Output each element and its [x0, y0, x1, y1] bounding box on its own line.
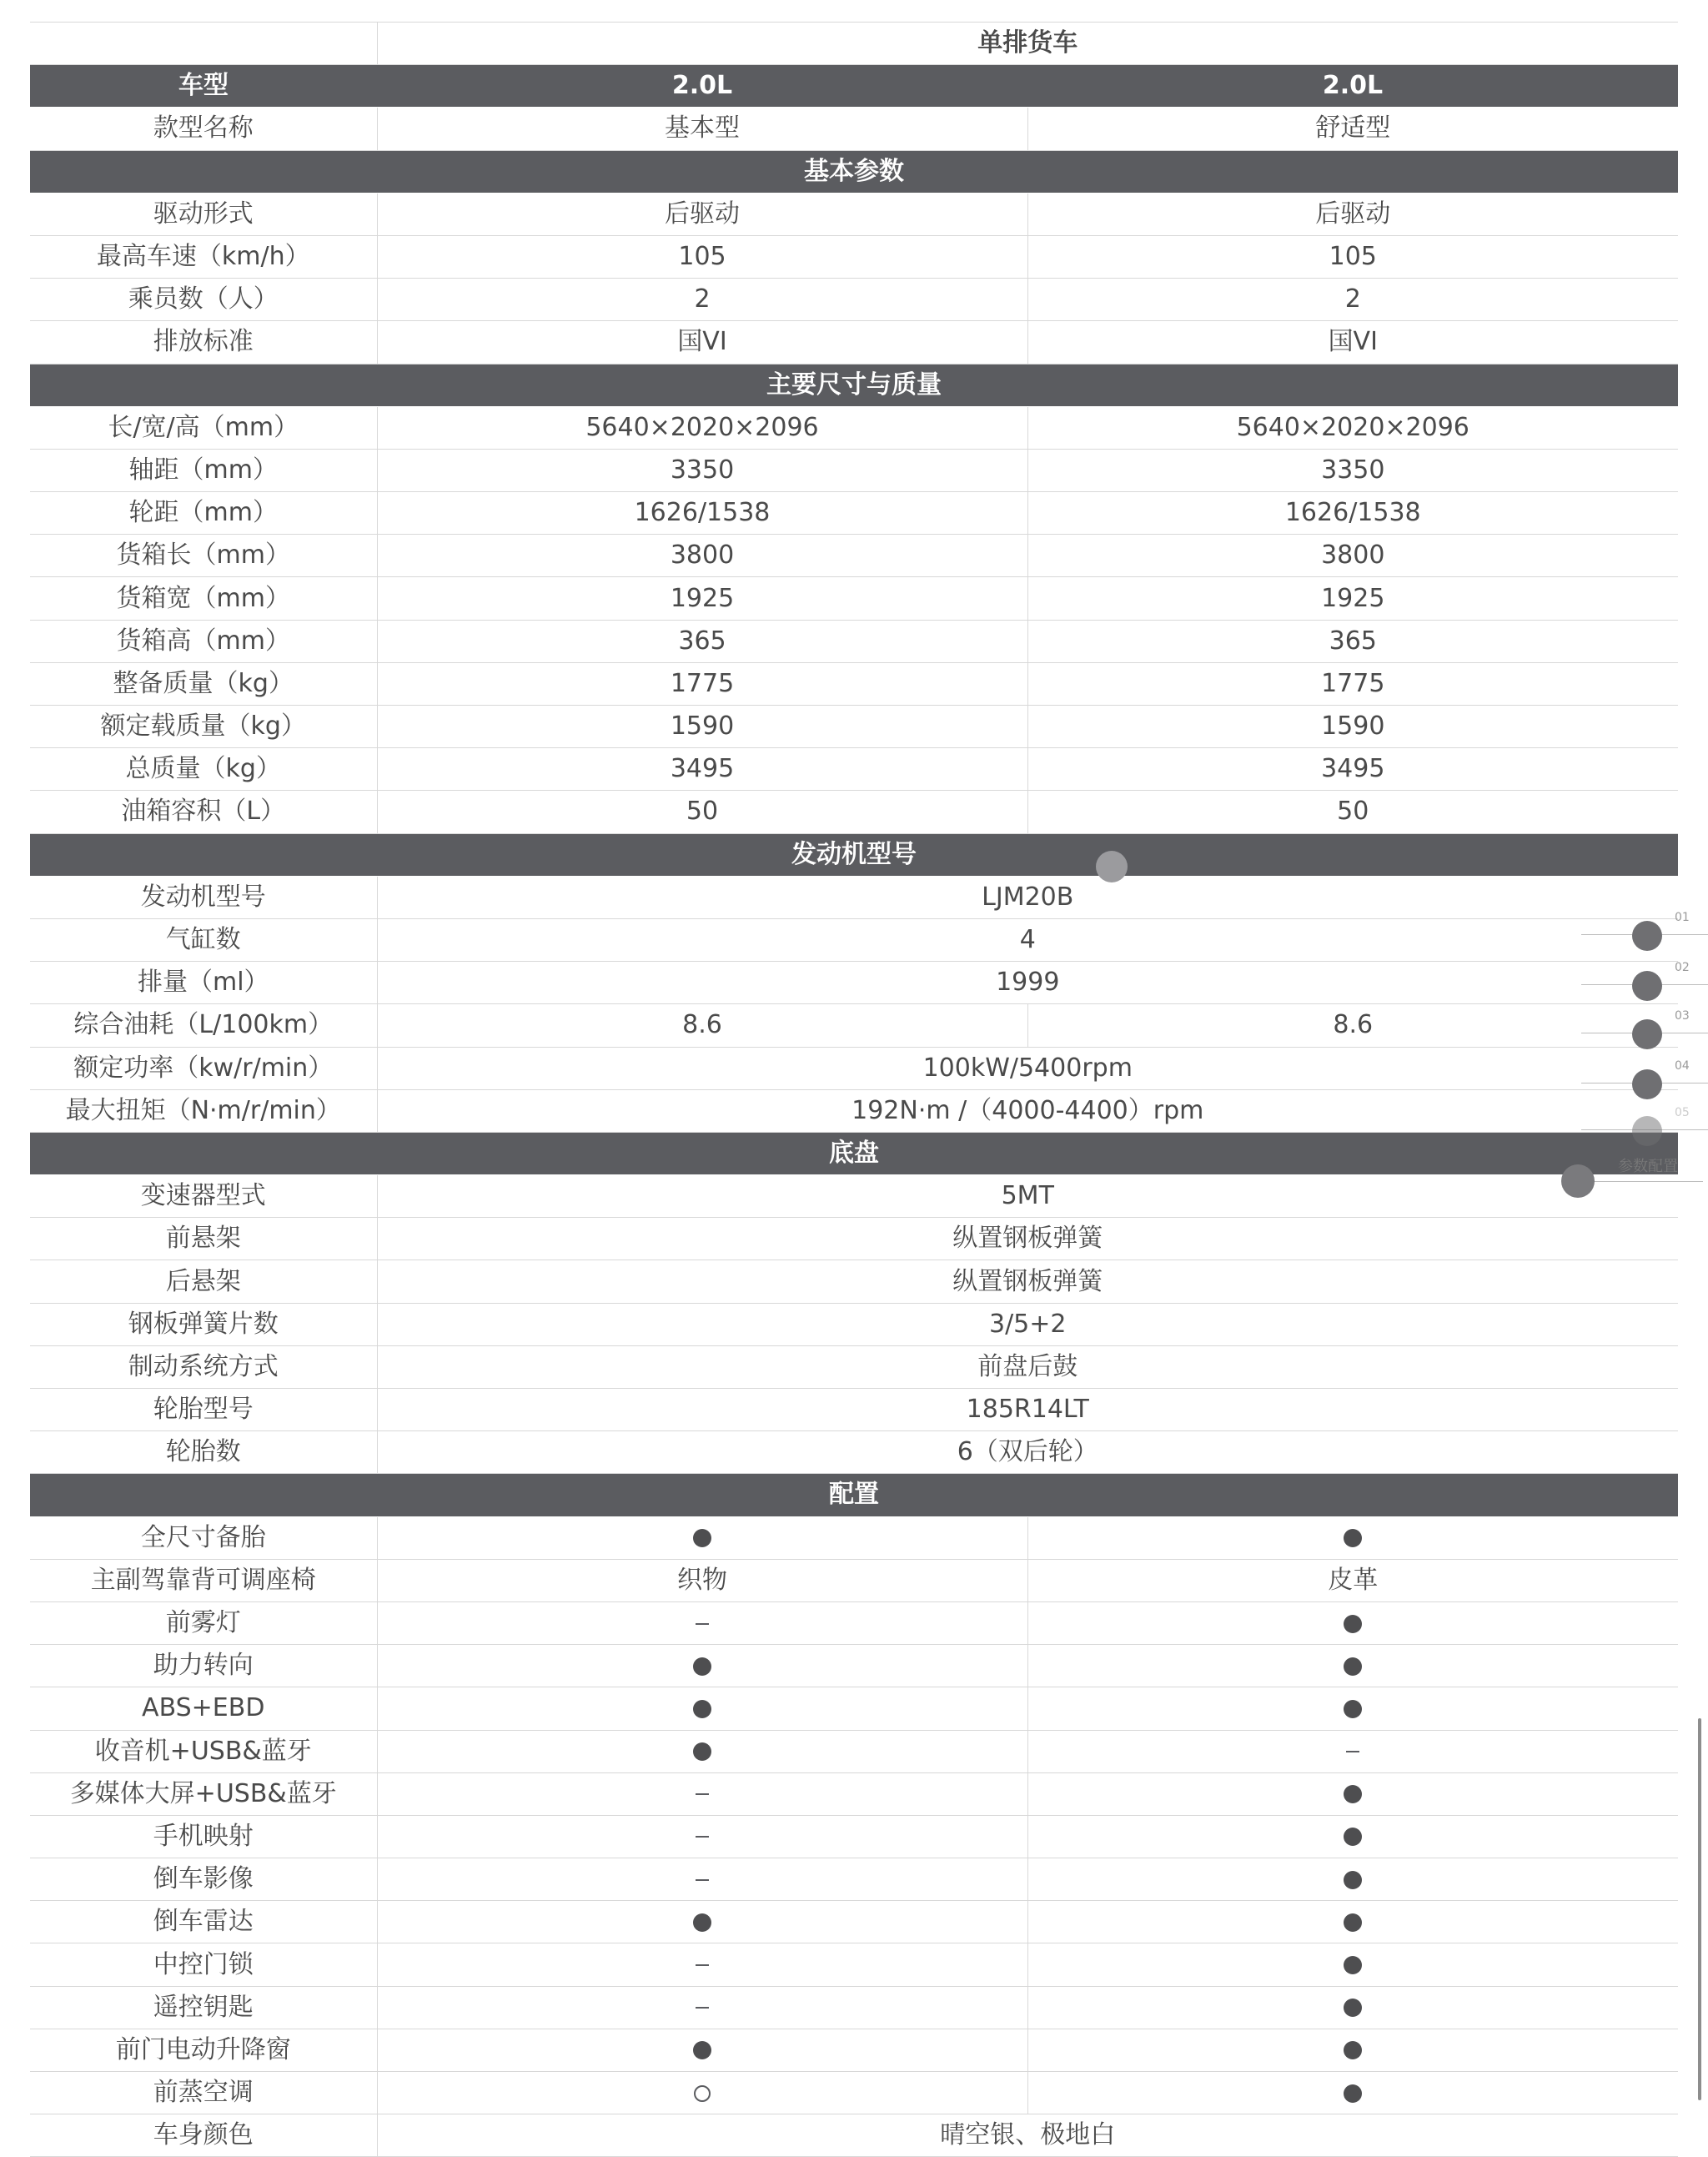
- standard-dot-icon: [1344, 1615, 1362, 1633]
- table-row: [30, 1516, 1678, 1559]
- optional-ring-icon: [694, 2085, 711, 2102]
- row-value-col1: [377, 1645, 1027, 1687]
- table-row: [30, 108, 1678, 150]
- row-value-col2: 3350: [1027, 449, 1678, 491]
- row-label: 前门电动升降窗: [30, 2029, 377, 2071]
- section-title: 发动机型号: [30, 833, 1678, 876]
- nav-number: 02: [1675, 961, 1690, 974]
- not-available-dash-icon: [696, 1964, 709, 1966]
- table-row: [30, 2072, 1678, 2114]
- standard-dot-icon: [1344, 1700, 1362, 1718]
- nav-dot-icon: [1632, 1019, 1662, 1049]
- row-value-col2: 3495: [1027, 748, 1678, 791]
- row-value-col1: 3350: [377, 449, 1027, 491]
- row-value-col2: 5640×2020×2096: [1027, 406, 1678, 449]
- row-value-merged: 100kW/5400rpm: [377, 1047, 1678, 1089]
- group-title: 单排货车: [377, 23, 1678, 65]
- table-row: [30, 535, 1678, 577]
- table-row: [30, 1645, 1678, 1687]
- row-value-col2: [1027, 1730, 1678, 1772]
- table-row: [30, 1260, 1678, 1303]
- row-label: 气缸数: [30, 918, 377, 961]
- standard-dot-icon: [1344, 1871, 1362, 1889]
- standard-dot-icon: [693, 1657, 711, 1676]
- row-label: 整备质量（kg）: [30, 662, 377, 705]
- row-value-merged: 纵置钢板弹簧: [377, 1260, 1678, 1303]
- standard-dot-icon: [693, 1742, 711, 1761]
- nav-line: [1576, 1181, 1703, 1182]
- not-available-dash-icon: [696, 2007, 709, 2009]
- table-row: [30, 706, 1678, 748]
- section-header-row: [30, 833, 1678, 876]
- model-header-col1: 2.0L: [377, 65, 1027, 108]
- row-value-col2: [1027, 1815, 1678, 1858]
- row-value-col2: 舒适型: [1027, 108, 1678, 150]
- row-value-col2: [1027, 1645, 1678, 1687]
- row-value-col2: 3800: [1027, 535, 1678, 577]
- table-row: [30, 620, 1678, 662]
- row-value-col1: [377, 1516, 1027, 1559]
- table-row: [30, 577, 1678, 620]
- row-label: 轮胎型号: [30, 1389, 377, 1431]
- row-value-col1: 365: [377, 620, 1027, 662]
- not-available-dash-icon: [696, 1623, 709, 1625]
- row-value-col1: 1626/1538: [377, 492, 1027, 535]
- row-value-col1: [377, 2072, 1027, 2114]
- table-row: [30, 662, 1678, 705]
- side-nav-item-04[interactable]: [1551, 1059, 1708, 1099]
- row-value-col1: 织物: [377, 1559, 1027, 1601]
- nav-dot-icon: [1632, 921, 1662, 951]
- row-value-merged: 5MT: [377, 1175, 1678, 1218]
- row-label: 助力转向: [30, 1645, 377, 1687]
- row-value-merged: 4: [377, 918, 1678, 961]
- side-nav: [1551, 911, 1708, 1218]
- table-row: [30, 748, 1678, 791]
- row-value-col2: 1925: [1027, 577, 1678, 620]
- row-label: 最高车速（km/h）: [30, 235, 377, 278]
- table-row: [30, 492, 1678, 535]
- row-value-col2: 50: [1027, 791, 1678, 833]
- row-value-col1: 3495: [377, 748, 1027, 791]
- side-nav-item-03[interactable]: [1551, 1009, 1708, 1049]
- standard-dot-icon: [1344, 1999, 1362, 2017]
- not-available-dash-icon: [1346, 1751, 1359, 1752]
- section-header-row: [30, 1474, 1678, 1516]
- row-label: 前蒸空调: [30, 2072, 377, 2114]
- section-title: 主要尺寸与质量: [30, 364, 1678, 406]
- nav-dot-icon: [1632, 1069, 1662, 1099]
- row-label: ABS+EBD: [30, 1687, 377, 1730]
- table-row: [30, 193, 1678, 235]
- group-title-empty: [30, 23, 377, 65]
- row-label: 制动系统方式: [30, 1345, 377, 1388]
- row-value-col2: [1027, 1986, 1678, 2029]
- floating-blip: [1096, 851, 1128, 882]
- side-nav-item-01[interactable]: [1551, 911, 1708, 951]
- table-row: [30, 1986, 1678, 2029]
- section-header-row: [30, 1132, 1678, 1174]
- standard-dot-icon: [693, 2041, 711, 2059]
- row-value-col1: 5640×2020×2096: [377, 406, 1027, 449]
- table-row: [30, 791, 1678, 833]
- table-row: [30, 1389, 1678, 1431]
- row-value-col1: 105: [377, 235, 1027, 278]
- nav-number: 05: [1675, 1106, 1690, 1119]
- row-value-col1: 2: [377, 279, 1027, 321]
- row-value-col1: 1775: [377, 662, 1027, 705]
- row-value-col2: [1027, 2072, 1678, 2114]
- row-value-col1: [377, 1815, 1027, 1858]
- side-nav-item-05[interactable]: [1551, 1106, 1708, 1146]
- row-value-col1: [377, 1601, 1027, 1644]
- row-value-col2: 1775: [1027, 662, 1678, 705]
- section-title: 配置: [30, 1474, 1678, 1516]
- row-label: 倒车影像: [30, 1858, 377, 1901]
- row-label: 油箱容积（L）: [30, 791, 377, 833]
- scrollbar[interactable]: [1698, 1718, 1701, 2100]
- row-label: 额定载质量（kg）: [30, 706, 377, 748]
- row-value-merged: 185R14LT: [377, 1389, 1678, 1431]
- row-label: 轴距（mm）: [30, 449, 377, 491]
- row-value-col2: [1027, 1901, 1678, 1943]
- row-value-col1: [377, 1772, 1027, 1815]
- model-header-label: 车型: [30, 65, 377, 108]
- row-value-merged: 192N·m /（4000-4400）rpm: [377, 1089, 1678, 1132]
- table-row: [30, 449, 1678, 491]
- standard-dot-icon: [1344, 1828, 1362, 1846]
- table-row: [30, 2114, 1678, 2157]
- nav-number: 01: [1675, 911, 1690, 924]
- row-label: 货箱长（mm）: [30, 535, 377, 577]
- side-nav-config[interactable]: [1551, 1158, 1708, 1191]
- nav-dot-icon: [1632, 1116, 1662, 1146]
- row-label: 轮距（mm）: [30, 492, 377, 535]
- row-value-col2: 2: [1027, 279, 1678, 321]
- row-label: 中控门锁: [30, 1943, 377, 1986]
- row-label: 驱动形式: [30, 193, 377, 235]
- nav-number: 04: [1675, 1059, 1690, 1073]
- row-value-merged: 晴空银、极地白: [377, 2114, 1678, 2157]
- row-value-col2: 105: [1027, 235, 1678, 278]
- row-value-col1: [377, 1943, 1027, 1986]
- row-value-col2: 365: [1027, 620, 1678, 662]
- row-value-col2: [1027, 1687, 1678, 1730]
- row-label: 发动机型号: [30, 876, 377, 918]
- row-value-col2: 后驱动: [1027, 193, 1678, 235]
- table-row: [30, 1730, 1678, 1772]
- row-label: 后悬架: [30, 1260, 377, 1303]
- side-nav-item-02[interactable]: [1551, 961, 1708, 1001]
- row-value-col1: [377, 1986, 1027, 2029]
- row-value-col1: [377, 2029, 1027, 2071]
- table-row: [30, 962, 1678, 1004]
- table-row: [30, 1559, 1678, 1601]
- row-label: 款型名称: [30, 108, 377, 150]
- row-value-merged: 3/5+2: [377, 1303, 1678, 1345]
- standard-dot-icon: [693, 1913, 711, 1932]
- row-value-col2: [1027, 1943, 1678, 1986]
- model-header-col2: 2.0L: [1027, 65, 1678, 108]
- section-title: 基本参数: [30, 150, 1678, 193]
- table-row: [30, 235, 1678, 278]
- row-value-col2: [1027, 1601, 1678, 1644]
- row-value-merged: 纵置钢板弹簧: [377, 1218, 1678, 1260]
- table-row: [30, 1175, 1678, 1218]
- nav-number: 03: [1675, 1009, 1690, 1023]
- row-value-col2: 皮革: [1027, 1559, 1678, 1601]
- row-value-merged: LJM20B: [377, 876, 1678, 918]
- row-value-col2: [1027, 2029, 1678, 2071]
- row-label: 手机映射: [30, 1815, 377, 1858]
- section-header-row: [30, 364, 1678, 406]
- row-value-col2: 国VI: [1027, 321, 1678, 364]
- row-label: 排量（ml）: [30, 962, 377, 1004]
- table-row: [30, 1858, 1678, 1901]
- row-label: 额定功率（kw/r/min）: [30, 1047, 377, 1089]
- table-row: [30, 279, 1678, 321]
- standard-dot-icon: [1344, 1529, 1362, 1547]
- table-row: [30, 2029, 1678, 2071]
- row-label: 长/宽/高（mm）: [30, 406, 377, 449]
- standard-dot-icon: [1344, 1785, 1362, 1803]
- group-title-row: [30, 23, 1678, 65]
- standard-dot-icon: [1344, 2084, 1362, 2103]
- model-header-row: [30, 65, 1678, 108]
- row-label: 收音机+USB&蓝牙: [30, 1730, 377, 1772]
- standard-dot-icon: [693, 1529, 711, 1547]
- row-value-col1: [377, 1687, 1027, 1730]
- table-row: [30, 1901, 1678, 1943]
- row-label: 货箱宽（mm）: [30, 577, 377, 620]
- row-label: 乘员数（人）: [30, 279, 377, 321]
- table-row: [30, 1815, 1678, 1858]
- row-value-col1: [377, 1901, 1027, 1943]
- not-available-dash-icon: [696, 1793, 709, 1795]
- row-label: 前雾灯: [30, 1601, 377, 1644]
- row-value-col2: 8.6: [1027, 1004, 1678, 1047]
- table-row: [30, 1431, 1678, 1474]
- row-value-col2: [1027, 1516, 1678, 1559]
- row-label: 轮胎数: [30, 1431, 377, 1474]
- row-label: 前悬架: [30, 1218, 377, 1260]
- row-value-col1: 3800: [377, 535, 1027, 577]
- section-title: 底盘: [30, 1132, 1678, 1174]
- standard-dot-icon: [693, 1700, 711, 1718]
- row-value-col1: 1925: [377, 577, 1027, 620]
- table-row: [30, 406, 1678, 449]
- row-label: 全尺寸备胎: [30, 1516, 377, 1559]
- row-label: 综合油耗（L/100km）: [30, 1004, 377, 1047]
- standard-dot-icon: [1344, 1913, 1362, 1932]
- row-label: 多媒体大屏+USB&蓝牙: [30, 1772, 377, 1815]
- spec-table: [30, 22, 1678, 2157]
- row-value-col2: [1027, 1772, 1678, 1815]
- row-value-col1: 后驱动: [377, 193, 1027, 235]
- row-value-merged: 前盘后鼓: [377, 1345, 1678, 1388]
- table-row: [30, 1303, 1678, 1345]
- row-value-col1: 1590: [377, 706, 1027, 748]
- row-value-col2: 1590: [1027, 706, 1678, 748]
- table-row: [30, 1687, 1678, 1730]
- table-row: [30, 876, 1678, 918]
- row-label: 倒车雷达: [30, 1901, 377, 1943]
- row-value-col1: 国VI: [377, 321, 1027, 364]
- config-label: 参数配置: [1618, 1158, 1678, 1175]
- row-label: 排放标准: [30, 321, 377, 364]
- table-row: [30, 1047, 1678, 1089]
- section-header-row: [30, 150, 1678, 193]
- row-value-col1: 50: [377, 791, 1027, 833]
- row-value-col1: [377, 1730, 1027, 1772]
- row-label: 遥控钥匙: [30, 1986, 377, 2029]
- row-value-col2: [1027, 1858, 1678, 1901]
- row-value-merged: 6（双后轮）: [377, 1431, 1678, 1474]
- row-value-col1: 基本型: [377, 108, 1027, 150]
- row-label: 货箱高（mm）: [30, 620, 377, 662]
- table-row: [30, 321, 1678, 364]
- not-available-dash-icon: [696, 1836, 709, 1838]
- standard-dot-icon: [1344, 1956, 1362, 1974]
- row-label: 总质量（kg）: [30, 748, 377, 791]
- row-label: 车身颜色: [30, 2114, 377, 2157]
- table-row: [30, 1943, 1678, 1986]
- row-value-col1: [377, 1858, 1027, 1901]
- table-row: [30, 918, 1678, 961]
- row-label: 最大扭矩（N·m/r/min）: [30, 1089, 377, 1132]
- table-row: [30, 1601, 1678, 1644]
- row-label: 主副驾靠背可调座椅: [30, 1559, 377, 1601]
- table-row: [30, 1089, 1678, 1132]
- not-available-dash-icon: [696, 1879, 709, 1881]
- row-value-merged: 1999: [377, 962, 1678, 1004]
- row-value-col2: 1626/1538: [1027, 492, 1678, 535]
- standard-dot-icon: [1344, 1657, 1362, 1676]
- table-row: [30, 1772, 1678, 1815]
- table-row: [30, 1218, 1678, 1260]
- row-label: 变速器型式: [30, 1175, 377, 1218]
- spec-table-body: [30, 23, 1678, 2157]
- table-row: [30, 1345, 1678, 1388]
- table-row: [30, 1004, 1678, 1047]
- nav-dot-icon: [1632, 971, 1662, 1001]
- row-value-col1: 8.6: [377, 1004, 1027, 1047]
- row-label: 钢板弹簧片数: [30, 1303, 377, 1345]
- config-loading-icon: [1561, 1164, 1595, 1198]
- standard-dot-icon: [1344, 2041, 1362, 2059]
